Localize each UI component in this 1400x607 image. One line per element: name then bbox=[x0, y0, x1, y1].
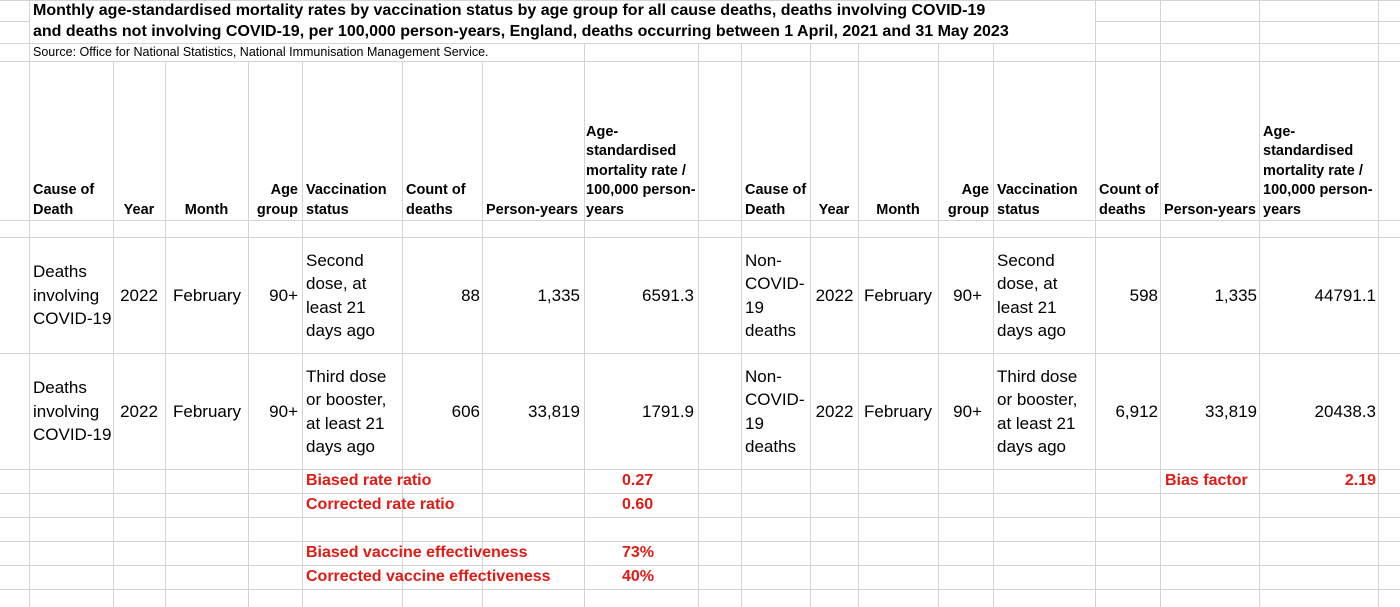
row2-cause-of-death: Deaths involving COVID-19 bbox=[33, 378, 112, 445]
row2-cause-of-death-right: Non-COVID-19 deaths bbox=[745, 366, 805, 456]
header-count-of-deaths: Count of deaths bbox=[406, 182, 466, 218]
row1-age-group: 90+ bbox=[269, 285, 298, 305]
header-year: Year bbox=[123, 201, 155, 218]
row2-mortality-rate-right: 20438.3 bbox=[1314, 401, 1376, 421]
row2-month-right: February bbox=[863, 401, 933, 421]
row2-age-group-right: 90+ bbox=[953, 401, 982, 421]
corrected-rate-ratio-value: 0.60 bbox=[622, 496, 654, 513]
row1-person-years-right: 1,335 bbox=[1214, 285, 1257, 305]
biased-rate-ratio-label: Biased rate ratio bbox=[306, 472, 432, 489]
header-cause-of-death: Cause of Death bbox=[33, 182, 95, 218]
row1-count-of-deaths: 88 bbox=[461, 285, 480, 305]
corrected-vaccine-effectiveness-value: 40% bbox=[622, 568, 655, 585]
header-month: Month bbox=[184, 201, 229, 218]
biased-vaccine-effectiveness-value: 73% bbox=[622, 544, 655, 561]
header-age-group: Age group bbox=[256, 182, 298, 218]
header-mortality-rate: Age-standardised mortality rate / 100,000 person-years bbox=[586, 123, 696, 218]
header-year-right: Year bbox=[818, 201, 850, 218]
header-person-years: Person-years bbox=[486, 201, 578, 218]
row1-month-right: February bbox=[863, 285, 933, 305]
row1-age-group-right: 90+ bbox=[953, 285, 982, 305]
row2-month: February bbox=[172, 401, 242, 421]
row2-person-years-right: 33,819 bbox=[1205, 401, 1257, 421]
header-mortality-rate-right: Age-standardised mortality rate / 100,000 person-years bbox=[1263, 123, 1373, 218]
row1-vaccination-status-right: Second dose, at least 21 days ago bbox=[997, 250, 1066, 340]
row2-mortality-rate: 1791.9 bbox=[642, 401, 694, 421]
bias-factor-label: Bias factor bbox=[1165, 472, 1248, 489]
header-age-group-right: Age group bbox=[947, 182, 989, 218]
row2-person-years: 33,819 bbox=[528, 401, 580, 421]
row2-vaccination-status-right: Third dose or booster, at least 21 days ago bbox=[997, 366, 1078, 456]
source-note: Source: Office for National Statistics, National Immunisation Management Service. bbox=[33, 45, 489, 59]
row1-vaccination-status: Second dose, at least 21 days ago bbox=[306, 250, 375, 340]
header-person-years-right: Person-years bbox=[1164, 201, 1256, 218]
table-title-line-2: and deaths not involving COVID-19, per 100,000 person-years, England, deaths occurring between 1 April, 2021 and 31 May 2023 bbox=[33, 23, 1009, 40]
row2-vaccination-status: Third dose or booster, at least 21 days ago bbox=[306, 366, 387, 456]
row1-year: 2022 bbox=[120, 285, 158, 305]
row1-year-right: 2022 bbox=[815, 285, 854, 305]
biased-rate-ratio-value: 0.27 bbox=[622, 472, 654, 489]
header-count-of-deaths-right: Count of deaths bbox=[1099, 182, 1159, 218]
header-cause-of-death-right: Cause of Death bbox=[745, 182, 807, 218]
row2-year-right: 2022 bbox=[815, 401, 854, 421]
row1-month: February bbox=[172, 285, 242, 305]
header-month-right: Month bbox=[876, 201, 920, 218]
corrected-rate-ratio-label: Corrected rate ratio bbox=[306, 496, 455, 513]
row1-cause-of-death: Deaths involving COVID-19 bbox=[33, 262, 112, 329]
row1-mortality-rate-right: 44791.1 bbox=[1314, 285, 1376, 305]
header-vaccination-status-right: Vaccination status bbox=[997, 182, 1078, 218]
row2-count-of-deaths: 606 bbox=[451, 401, 480, 421]
row2-year: 2022 bbox=[120, 401, 158, 421]
row1-person-years: 1,335 bbox=[537, 285, 580, 305]
row2-age-group: 90+ bbox=[269, 401, 298, 421]
corrected-vaccine-effectiveness-label: Corrected vaccine effectiveness bbox=[306, 568, 551, 585]
row1-count-of-deaths-right: 598 bbox=[1129, 285, 1158, 305]
row1-mortality-rate: 6591.3 bbox=[642, 285, 694, 305]
table-title-line-1: Monthly age-standardised mortality rates by vaccination status by age group for all cause deaths, deaths involving COVID-19 bbox=[33, 2, 986, 19]
row2-count-of-deaths-right: 6,912 bbox=[1115, 401, 1158, 421]
row1-cause-of-death-right: Non-COVID-19 deaths bbox=[745, 250, 805, 340]
bias-factor-value: 2.19 bbox=[1344, 472, 1376, 489]
biased-vaccine-effectiveness-label: Biased vaccine effectiveness bbox=[306, 544, 528, 561]
header-vaccination-status: Vaccination status bbox=[306, 182, 387, 218]
